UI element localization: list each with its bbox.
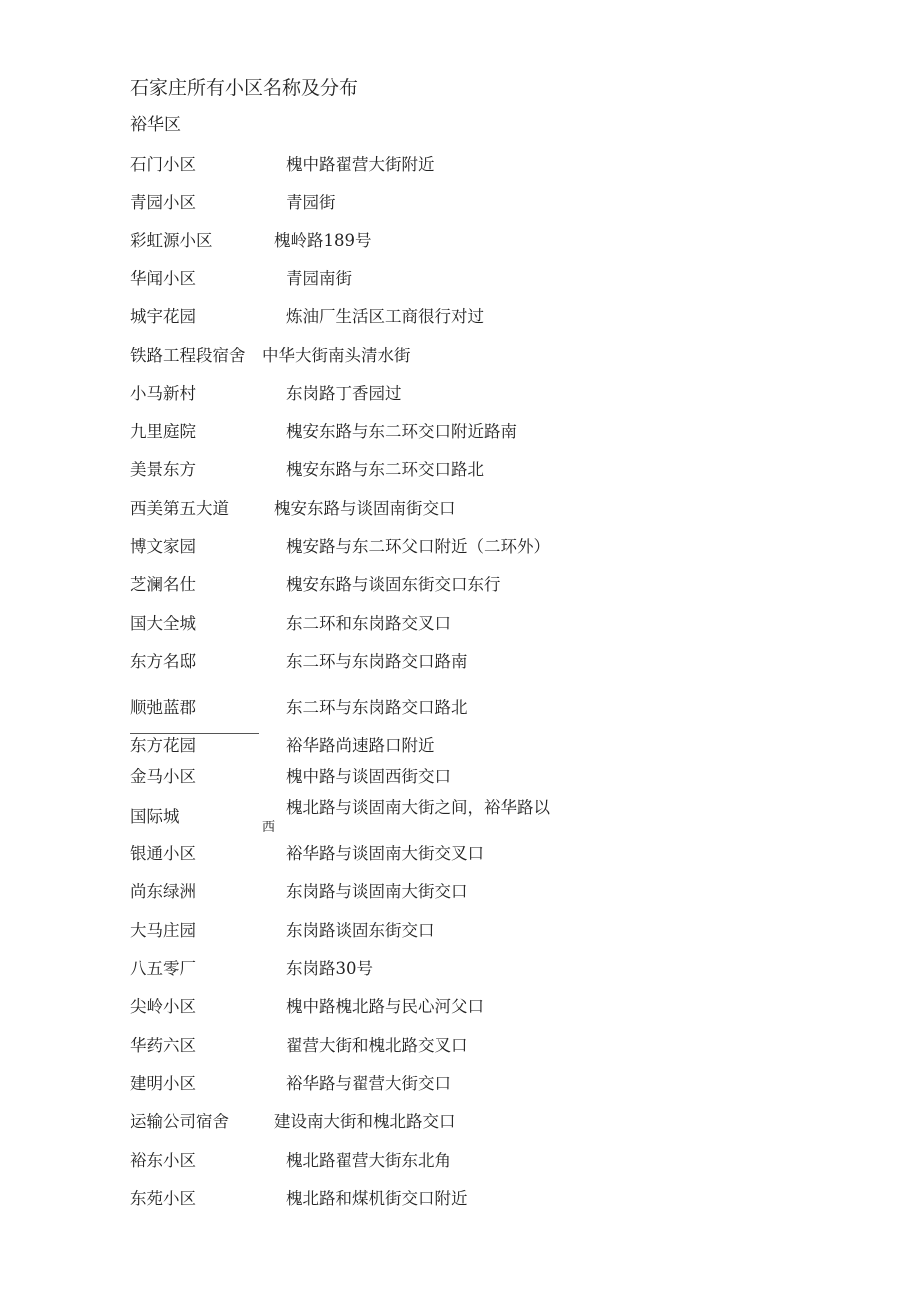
community-address: 槐北路和煤机街交口附近 bbox=[286, 1189, 468, 1208]
document-title: 石家庄所有小区名称及分布 bbox=[130, 77, 359, 99]
community-name: 金马小区 bbox=[130, 767, 196, 786]
community-name: 城宇花园 bbox=[130, 307, 196, 326]
list-item bbox=[0, 383, 920, 407]
community-address: 槐安路与东二环父口附近（二环外） bbox=[286, 537, 550, 556]
list-item bbox=[0, 268, 920, 292]
community-name: 东方花园 bbox=[130, 736, 196, 755]
divider-line bbox=[130, 733, 259, 734]
community-address: 建设南大街和槐北路交口 bbox=[274, 1112, 456, 1131]
community-name: 八五零厂 bbox=[130, 959, 196, 978]
list-item bbox=[0, 574, 920, 598]
community-address: 翟营大街和槐北路交叉口 bbox=[286, 1036, 468, 1055]
community-address: 槐中路槐北路与民心河父口 bbox=[286, 997, 484, 1016]
community-address: 中华大街南头清水街 bbox=[262, 346, 411, 365]
community-name: 芝澜名仕 bbox=[130, 575, 196, 594]
list-item bbox=[0, 1188, 920, 1212]
community-name: 彩虹源小区 bbox=[130, 231, 213, 250]
community-address: 东岗路谈固东街交口 bbox=[286, 921, 435, 940]
community-address: 槐北路翟营大街东北角 bbox=[286, 1151, 451, 1170]
list-item bbox=[0, 613, 920, 637]
community-address: 槐北路与谈固南大街之间，裕华路以 bbox=[286, 798, 550, 817]
list-item bbox=[0, 421, 920, 445]
community-name: 东方名邸 bbox=[130, 652, 196, 671]
list-item bbox=[0, 154, 920, 178]
community-name: 华闻小区 bbox=[130, 269, 196, 288]
list-item bbox=[0, 766, 920, 790]
district-heading: 裕华区 bbox=[130, 115, 181, 135]
list-item bbox=[0, 1035, 920, 1059]
community-name: 尖岭小区 bbox=[130, 997, 196, 1016]
community-address: 炼油厂生活区工商很行对过 bbox=[286, 307, 484, 326]
community-name: 大马庄园 bbox=[130, 921, 196, 940]
community-name: 国大全城 bbox=[130, 614, 196, 633]
list-item bbox=[0, 958, 920, 982]
list-item bbox=[0, 1150, 920, 1174]
list-item bbox=[0, 797, 920, 841]
community-name: 华药六区 bbox=[130, 1036, 196, 1055]
community-name: 尚东绿洲 bbox=[130, 882, 196, 901]
community-address: 槐安东路与谈固东街交口东行 bbox=[286, 575, 501, 594]
community-name: 裕东小区 bbox=[130, 1151, 196, 1170]
community-address: 槐安东路与东二环交口附近路南 bbox=[286, 422, 517, 441]
community-address: 青园南街 bbox=[286, 269, 352, 288]
list-item bbox=[0, 536, 920, 560]
list-item bbox=[0, 881, 920, 905]
community-address: 东岗路丁香园过 bbox=[286, 384, 402, 403]
community-address: 东岗路与谈固南大街交口 bbox=[286, 882, 468, 901]
list-item bbox=[0, 306, 920, 330]
community-name: 青园小区 bbox=[130, 193, 196, 212]
community-address: 槐中路与谈固西街交口 bbox=[286, 767, 451, 786]
list-item bbox=[0, 192, 920, 216]
list-item bbox=[0, 345, 920, 369]
community-name: 东苑小区 bbox=[130, 1189, 196, 1208]
list-item bbox=[0, 1073, 920, 1097]
community-name: 石门小区 bbox=[130, 155, 196, 174]
community-name: 国际城 bbox=[130, 807, 180, 826]
list-item bbox=[0, 996, 920, 1020]
community-address: 青园街 bbox=[286, 193, 336, 212]
list-item bbox=[0, 843, 920, 867]
community-address: 槐安东路与谈固南街交口 bbox=[274, 499, 456, 518]
community-name: 银通小区 bbox=[130, 844, 196, 863]
community-address: 东二环和东岗路交叉口 bbox=[286, 614, 451, 633]
community-name: 九里庭院 bbox=[130, 422, 196, 441]
community-name: 铁路工程段宿舍 bbox=[130, 346, 246, 365]
community-name: 运输公司宿舍 bbox=[130, 1112, 229, 1131]
community-address-continuation: 西 bbox=[262, 820, 276, 835]
community-address: 东二环与东岗路交口路北 bbox=[286, 698, 468, 717]
community-address: 裕华路与谈固南大街交叉口 bbox=[286, 844, 484, 863]
community-address: 槐安东路与东二环交口路北 bbox=[286, 460, 484, 479]
community-address: 东二环与东岗路交口路南 bbox=[286, 652, 468, 671]
list-item bbox=[0, 920, 920, 944]
community-name: 建明小区 bbox=[130, 1074, 196, 1093]
community-name: 小马新村 bbox=[130, 384, 196, 403]
list-item bbox=[0, 230, 920, 254]
list-item bbox=[0, 735, 920, 759]
community-name: 西美第五大道 bbox=[130, 499, 229, 518]
community-address: 东岗路30号 bbox=[286, 959, 373, 978]
community-name: 美景东方 bbox=[130, 460, 196, 479]
community-address: 槐中路翟营大街附近 bbox=[286, 155, 435, 174]
community-name: 博文家园 bbox=[130, 537, 196, 556]
list-item bbox=[0, 498, 920, 522]
community-address: 裕华路尚速路口附近 bbox=[286, 736, 435, 755]
list-item bbox=[0, 651, 920, 675]
list-item bbox=[0, 697, 920, 721]
community-address: 裕华路与翟营大街交口 bbox=[286, 1074, 451, 1093]
list-item bbox=[0, 1111, 920, 1135]
community-address: 槐岭路189号 bbox=[274, 231, 372, 250]
list-item bbox=[0, 459, 920, 483]
community-name: 顺弛蓝郡 bbox=[130, 698, 196, 717]
